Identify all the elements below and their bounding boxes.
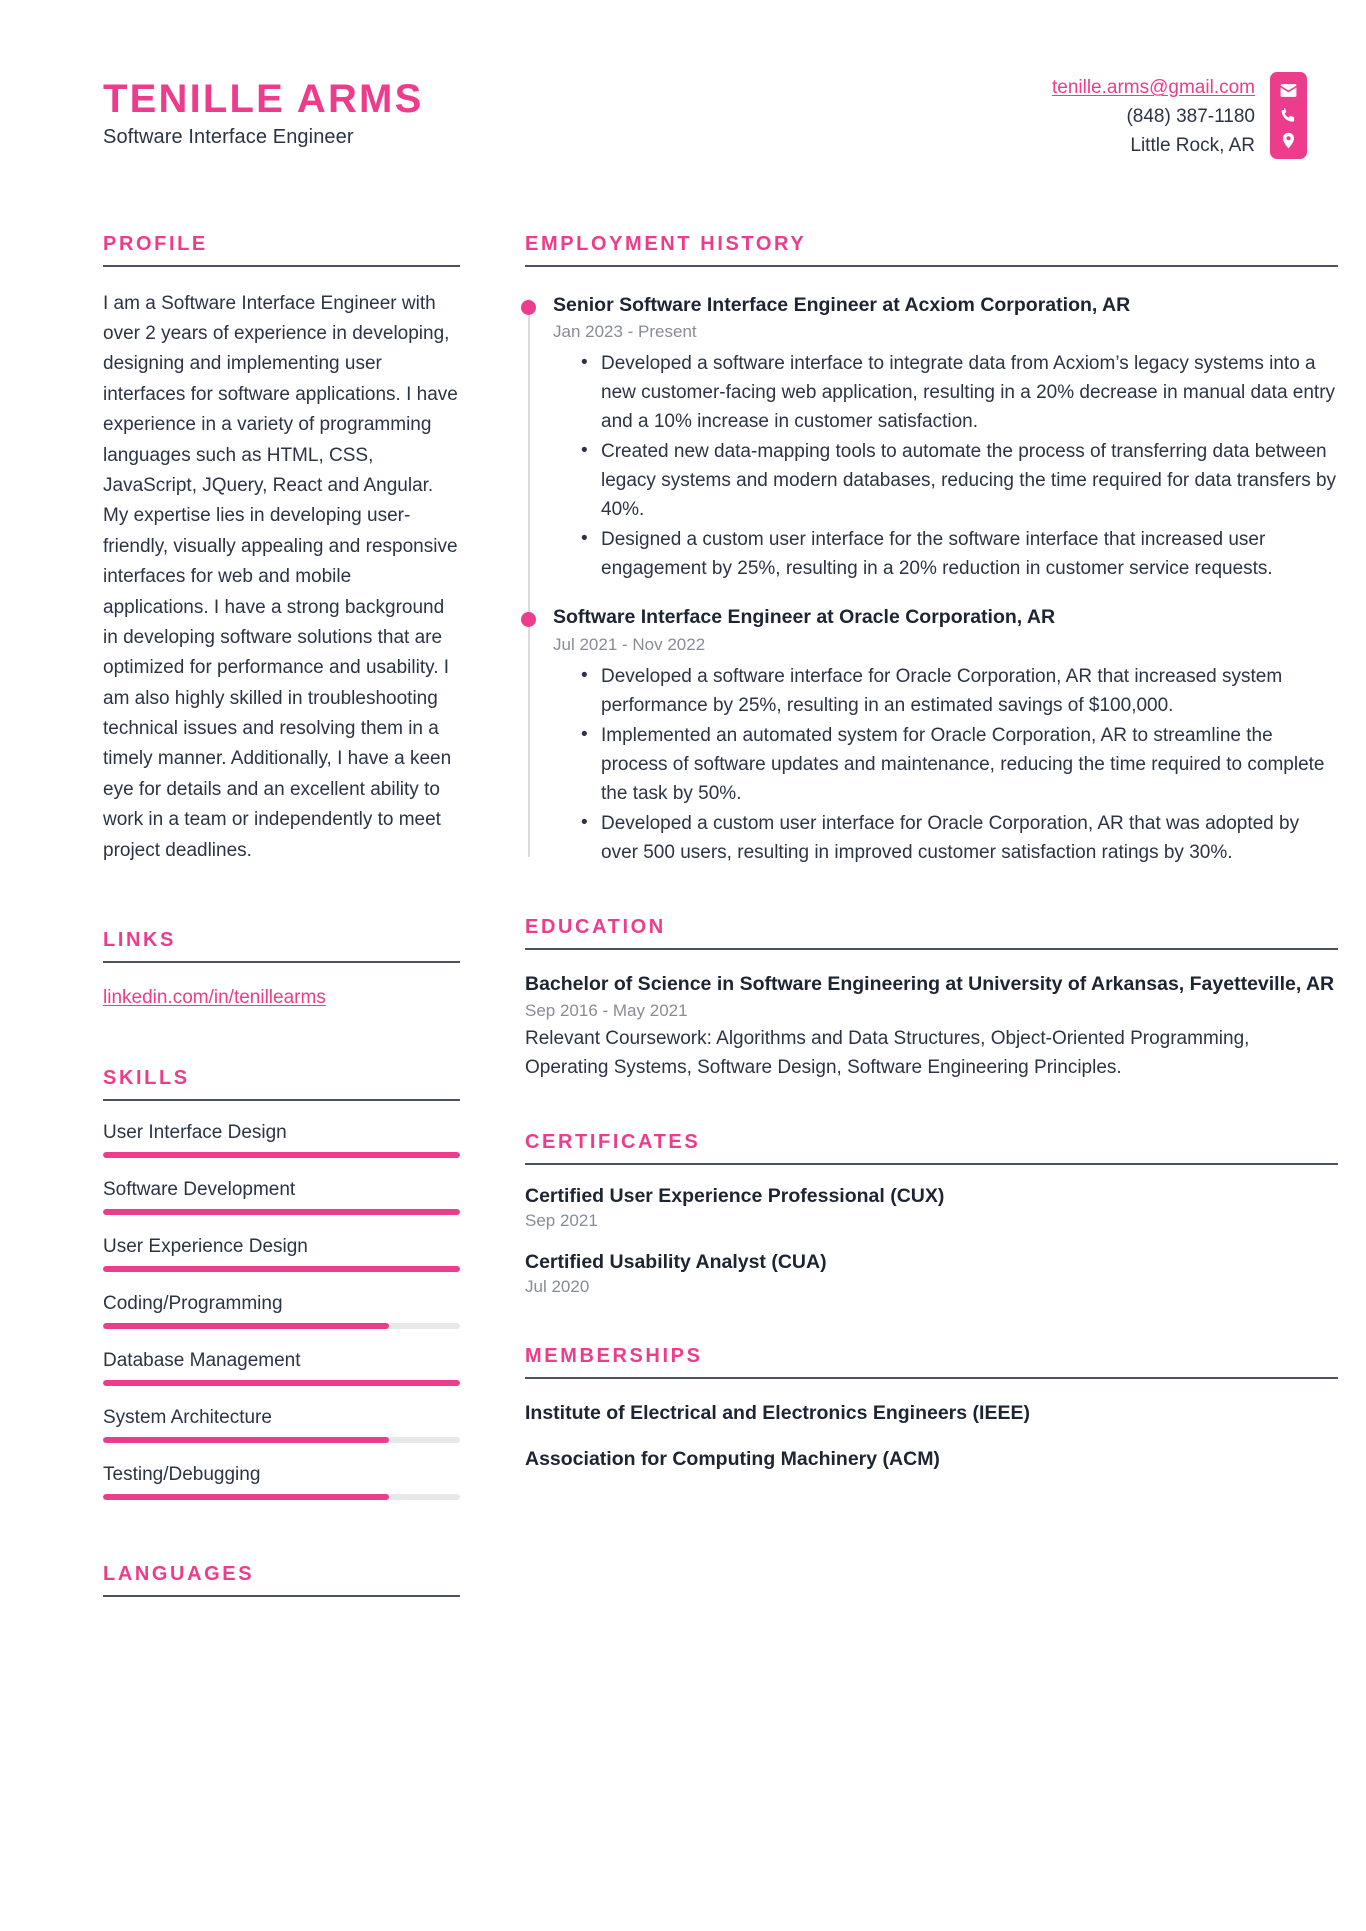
certificate-name: Certified User Experience Professional (CUX) [525, 1184, 945, 1207]
membership-entry: Association for Computing Machinery (ACM) [525, 1447, 940, 1470]
certificates-heading: CERTIFICATES [525, 1130, 701, 1153]
education-divider [525, 948, 1338, 950]
contact-icon-strip [1270, 72, 1307, 159]
jobs-list [525, 293, 1338, 868]
languages-heading: LANGUAGES [103, 1563, 255, 1586]
timeline-dot-icon [521, 612, 536, 627]
languages-section [103, 1563, 460, 1597]
skill-fill [103, 1380, 460, 1386]
languages-divider [103, 1595, 460, 1597]
job-bullet: • Developed a software interface to integrate data from Acxiom’s legacy systems into a new customer-facing web application, resulting in a 20% decrease in manual data entry and a 10% increase in customer satisfaction. [579, 349, 1338, 436]
skill-fill [103, 1437, 389, 1443]
job-bullets [553, 349, 1338, 584]
links-divider [103, 961, 460, 963]
skill-label: Testing/Debugging [103, 1464, 261, 1486]
job-bullet: • Designed a custom user interface for the software interface that increased user engagement by 25%, resulting in a 20% reduction in customer service requests. [579, 525, 1338, 583]
contact-phone: (848) 387-1180 [1126, 105, 1255, 127]
resume-header [103, 0, 1338, 161]
education-heading: EDUCATION [525, 916, 666, 939]
skill-track [103, 1323, 460, 1329]
certificates-section [525, 1131, 1338, 1297]
skill-item [103, 1407, 460, 1443]
profile-heading: PROFILE [103, 232, 208, 255]
certificate-date: Sep 2021 [525, 1210, 598, 1230]
skill-track [103, 1209, 460, 1215]
links-section [103, 929, 460, 1009]
skill-item [103, 1464, 460, 1500]
education-entry [525, 972, 1338, 1083]
employment-heading: EMPLOYMENT HISTORY [525, 232, 807, 255]
skill-fill [103, 1494, 389, 1500]
certificate-entry [525, 1185, 1338, 1231]
skill-track [103, 1380, 460, 1386]
job-date: Jan 2023 - Present [553, 321, 697, 341]
job-entry [525, 605, 1338, 867]
memberships-divider [525, 1377, 1338, 1379]
column-gap [460, 233, 525, 1597]
employment-divider [525, 265, 1338, 267]
left-column [103, 233, 460, 1597]
candidate-name: TENILLE ARMS [103, 77, 424, 121]
timeline-dot-icon [521, 300, 536, 315]
skill-fill [103, 1209, 460, 1215]
skill-fill [103, 1323, 389, 1329]
employment-section [525, 233, 1338, 868]
job-bullet: • Developed a software interface for Oracle Corporation, AR that increased system performance by 25%, resulting in an estimated savings of $100,000. [579, 662, 1338, 720]
skill-fill [103, 1266, 460, 1272]
skills-heading: SKILLS [103, 1067, 190, 1090]
certificate-date: Jul 2020 [525, 1276, 590, 1296]
candidate-job-title: Software Interface Engineer [103, 126, 354, 149]
skill-label: Database Management [103, 1350, 301, 1372]
certificates-divider [525, 1163, 1338, 1165]
skills-divider [103, 1099, 460, 1101]
certificate-entry [525, 1251, 1338, 1297]
skill-label: User Interface Design [103, 1122, 287, 1144]
right-column [525, 233, 1338, 1597]
skill-item [103, 1122, 460, 1158]
profile-section [103, 233, 460, 866]
skill-item [103, 1179, 460, 1215]
identity-block [103, 72, 423, 149]
skill-track [103, 1437, 460, 1443]
job-entry [525, 293, 1338, 584]
link-item[interactable]: linkedin.com/in/tenillearms [103, 987, 326, 1009]
education-degree: Bachelor of Science in Software Engineering at University of Arkansas, Fayetteville, AR [525, 973, 1335, 996]
links-heading: LINKS [103, 929, 176, 952]
job-title: Software Interface Engineer at Oracle Corporation, AR [553, 606, 1056, 629]
job-bullet: • Created new data-mapping tools to automate the process of transferring data between legacy systems and modern databases, reducing the time required for data transfers by 40%. [579, 437, 1338, 524]
resume-body [103, 161, 1338, 1597]
profile-divider [103, 265, 460, 267]
skill-track [103, 1266, 460, 1272]
skill-label: Software Development [103, 1179, 296, 1201]
skill-item [103, 1236, 460, 1272]
skill-label: System Architecture [103, 1407, 272, 1429]
skill-item [103, 1350, 460, 1386]
contact-lines [1052, 72, 1270, 161]
contact-location: Little Rock, AR [1130, 134, 1255, 156]
location-pin-icon [1279, 131, 1298, 150]
education-description: Relevant Coursework: Algorithms and Data Structures, Object-Oriented Programming, Operating Systems, Software Design, Software Engineering Principles. [525, 1028, 1250, 1079]
certificate-name: Certified Usability Analyst (CUA) [525, 1250, 827, 1273]
membership-entry: Institute of Electrical and Electronics Engineers (IEEE) [525, 1401, 1030, 1424]
profile-text: I am a Software Interface Engineer with over 2 years of experience in developing, designing and implementing user interfaces for software applications. I have experience in a variety of programming languages such as HTML, CSS, JavaScript, JQuery, React and Angular. My expertise lies in developing user-friendly, visually appealing and responsive interfaces for web and mobile applications. I have a strong background in developing software solutions that are optimized for performance and usability. I am also highly skilled in troubleshooting technical issues and resolving them in a timely manner. Additionally, I have a keen eye for details and an excellent ability to work in a team or independently to meet project deadlines. [103, 292, 458, 861]
skill-track [103, 1152, 460, 1158]
education-date: Sep 2016 - May 2021 [525, 1001, 688, 1021]
job-bullet: • Developed a custom user interface for Oracle Corporation, AR that was adopted by over 500 users, resulting in improved customer satisfaction ratings by 30%. [579, 809, 1338, 867]
education-section [525, 916, 1338, 1083]
skill-label: User Experience Design [103, 1236, 308, 1258]
job-bullet: • Implemented an automated system for Oracle Corporation, AR to streamline the process of software updates and maintenance, reducing the time required to complete the task by 50%. [579, 721, 1338, 808]
memberships-heading: MEMBERSHIPS [525, 1344, 703, 1367]
envelope-icon [1279, 81, 1298, 100]
job-bullets [553, 662, 1338, 867]
skill-item [103, 1293, 460, 1329]
phone-icon [1279, 106, 1298, 125]
job-title: Senior Software Interface Engineer at Acxiom Corporation, AR [553, 293, 1131, 316]
skill-track [103, 1494, 460, 1500]
contact-email-link[interactable]: tenille.arms@gmail.com [1051, 77, 1255, 98]
contact-block [1052, 72, 1307, 161]
skills-section [103, 1067, 460, 1500]
skill-fill [103, 1152, 460, 1158]
skill-label: Coding/Programming [103, 1293, 283, 1315]
memberships-section [525, 1345, 1338, 1471]
job-date: Jul 2021 - Nov 2022 [553, 634, 706, 654]
